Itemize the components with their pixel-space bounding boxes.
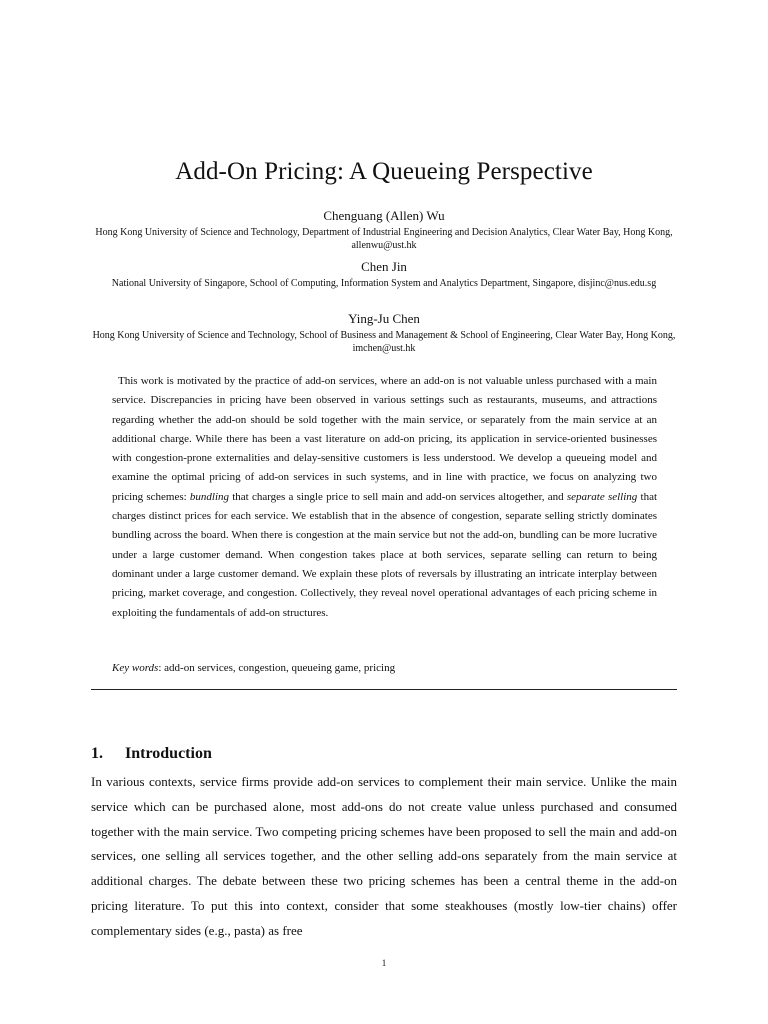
- abstract-part: This work is motivated by the practice of add-on services, where an add-on is not valuable unless purchased with a main service. Discrepancies in pricing have been observed in various settings such as restaurants, museums, and attractions regarding whether the add-on should be sold together with the main service, or separately from the main service at an additional charge. While there has been a vast literature on add-on pricing, its application in service-oriented businesses with congestion-prone externalities and delay-sensitive customers is less understood. We develop a queueing model and examine the optimal pricing of add-on services in such systems, and in line with practice, we focus on analyzing two pricing schemes:: [112, 375, 657, 503]
- abstract: [112, 372, 657, 623]
- paper-title: Add-On Pricing: A Queueing Perspective: [175, 158, 593, 185]
- author-name: Chenguang (Allen) Wu: [323, 208, 445, 223]
- page-number: 1: [381, 958, 387, 968]
- section-body: [91, 770, 677, 944]
- author-block-3: [80, 311, 688, 355]
- author-affiliation: Hong Kong University of Science and Technology, Department of Industrial Engineering and Decision Analytics, Clear Water Bay, Hong Kong, allenwu@ust.hk: [95, 227, 673, 251]
- author-name: Chen Jin: [361, 259, 407, 274]
- author-block-1: [80, 208, 688, 252]
- author-name: Ying-Ju Chen: [348, 311, 420, 326]
- abstract-text: [112, 372, 657, 623]
- author-block-2: [80, 259, 688, 290]
- section-heading: [91, 745, 212, 763]
- keywords-separator: :: [158, 662, 162, 674]
- abstract-part: that charges distinct prices for each service. We establish that in the absence of congestion, separate selling strictly dominates bundling across the board. When there is congestion at the main service but not the add-on, bundling can be more lucrative under a large customer demand. When congestion takes place at both services, separate selling can return to being dominant under a large customer demand. We explain these plots of reversals by illustrating an intricate interplay between pricing, market coverage, and congestion. Collectively, they reveal novel operational advantages of each pricing scheme in exploiting the fundamentals of add-on structures.: [112, 490, 658, 619]
- keywords-label: Key words: [112, 662, 159, 674]
- body-paragraph: In various contexts, service firms provide add-on services to complement their main service. Unlike the main service which can be purchased alone, most add-ons do not create value unless purchased and consumed together with the main service. Two competing pricing schemes have been proposed to sell the main and add-on services, one selling all services together, and the other selling add-ons separately from the main service at additional charges. The debate between these two pricing schemes has been a central theme in the add-on pricing literature. To put this into context, consider that some steakhouses (mostly low-tier chains) offer complementary sides (e.g., pasta) as free: [91, 774, 677, 938]
- abstract-divider: [91, 689, 677, 690]
- author-affiliation: Hong Kong University of Science and Technology, School of Business and Management & School of Engineering, Clear Water Bay, Hong Kong, imchen@ust.hk: [92, 330, 676, 354]
- author-affiliation: National University of Singapore, School of Computing, Information System and Analytics Department, Singapore, disjinc@nus.edu.sg: [111, 278, 657, 289]
- keywords: [112, 660, 657, 676]
- section-number: 1.: [91, 745, 103, 762]
- section-title: Introduction: [125, 745, 212, 762]
- abstract-term-bundling: bundling: [189, 490, 230, 503]
- abstract-term-separate-selling: separate selling: [566, 490, 638, 503]
- abstract-part: that charges a single price to sell main and add-on services altogether, and: [229, 490, 567, 503]
- keywords-text: add-on services, congestion, queueing game, pricing: [164, 662, 396, 674]
